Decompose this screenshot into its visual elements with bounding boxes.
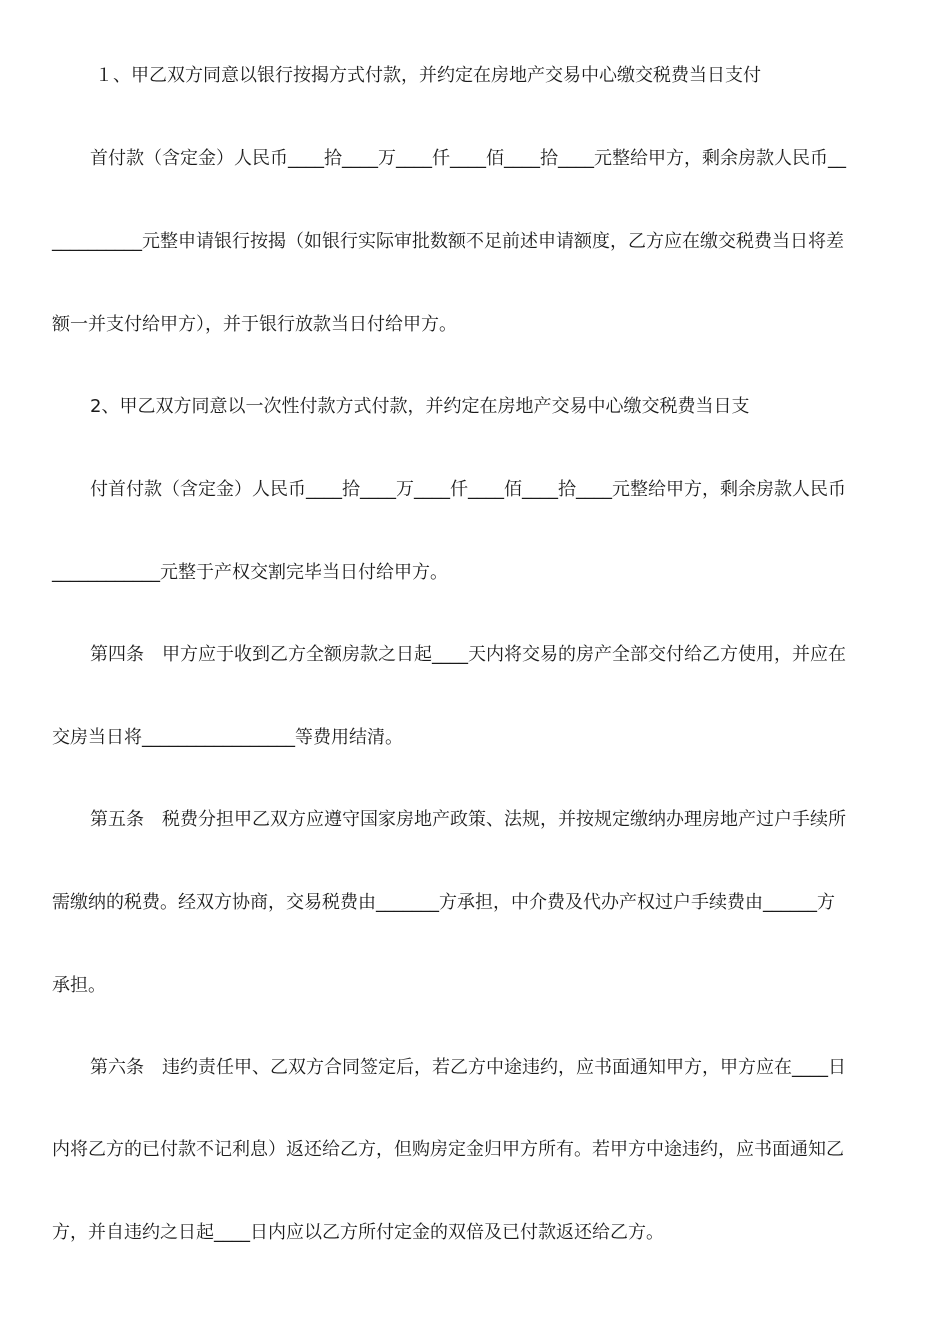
article-4-line-1: 第四条 甲方应于收到乙方全额房款之日起____天内将交易的房产全部交付给乙方使用，并应在 [90,644,846,665]
clause-1-payment-mortgage-line-4: 额一并支付给甲方），并于银行放款当日付给甲方。 [52,314,457,335]
article-6-line-1: 第六条 违约责任甲、乙双方合同签定后，若乙方中途违约，应书面通知甲方，甲方应在____日 [90,1057,846,1078]
article-4-line-2: 交房当日将_________________等费用结清。 [52,727,403,748]
clause-2-payment-lump-sum-line-3: ____________元整于产权交割完毕当日付给甲方。 [52,562,448,583]
article-5-line-1: 第五条 税费分担甲乙双方应遵守国家房地产政策、法规，并按规定缴纳办理房地产过户手续所 [90,809,846,830]
article-5-line-3: 承担。 [52,975,106,996]
clause-2-payment-lump-sum-line-2: 付首付款（含定金）人民币____拾____万____仟____佰____拾____元整给甲方，剩余房款人民币 [90,479,846,500]
article-6-line-2: 内将乙方的已付款不记利息）返还给乙方，但购房定金归甲方所有。若甲方中途违约，应书面通知乙 [52,1139,844,1160]
clause-1-payment-mortgage-line-1: １、甲乙双方同意以银行按揭方式付款，并约定在房地产交易中心缴交税费当日支付 [95,65,761,86]
article-5-line-2: 需缴纳的税费。经双方协商，交易税费由_______方承担，中介费及代办产权过户手续费由______方 [52,892,835,913]
clause-1-payment-mortgage-line-3: __________元整申请银行按揭（如银行实际审批数额不足前述申请额度，乙方应在缴交税费当日将差 [52,231,844,252]
clause-2-payment-lump-sum-line-1: 2、甲乙双方同意以一次性付款方式付款，并约定在房地产交易中心缴交税费当日支 [90,396,750,417]
article-6-line-3: 方，并自违约之日起____日内应以乙方所付定金的双倍及已付款返还给乙方。 [52,1222,664,1243]
clause-1-payment-mortgage-line-2: 首付款（含定金）人民币____拾____万____仟____佰____拾____元整给甲方，剩余房款人民币__ [90,148,846,169]
